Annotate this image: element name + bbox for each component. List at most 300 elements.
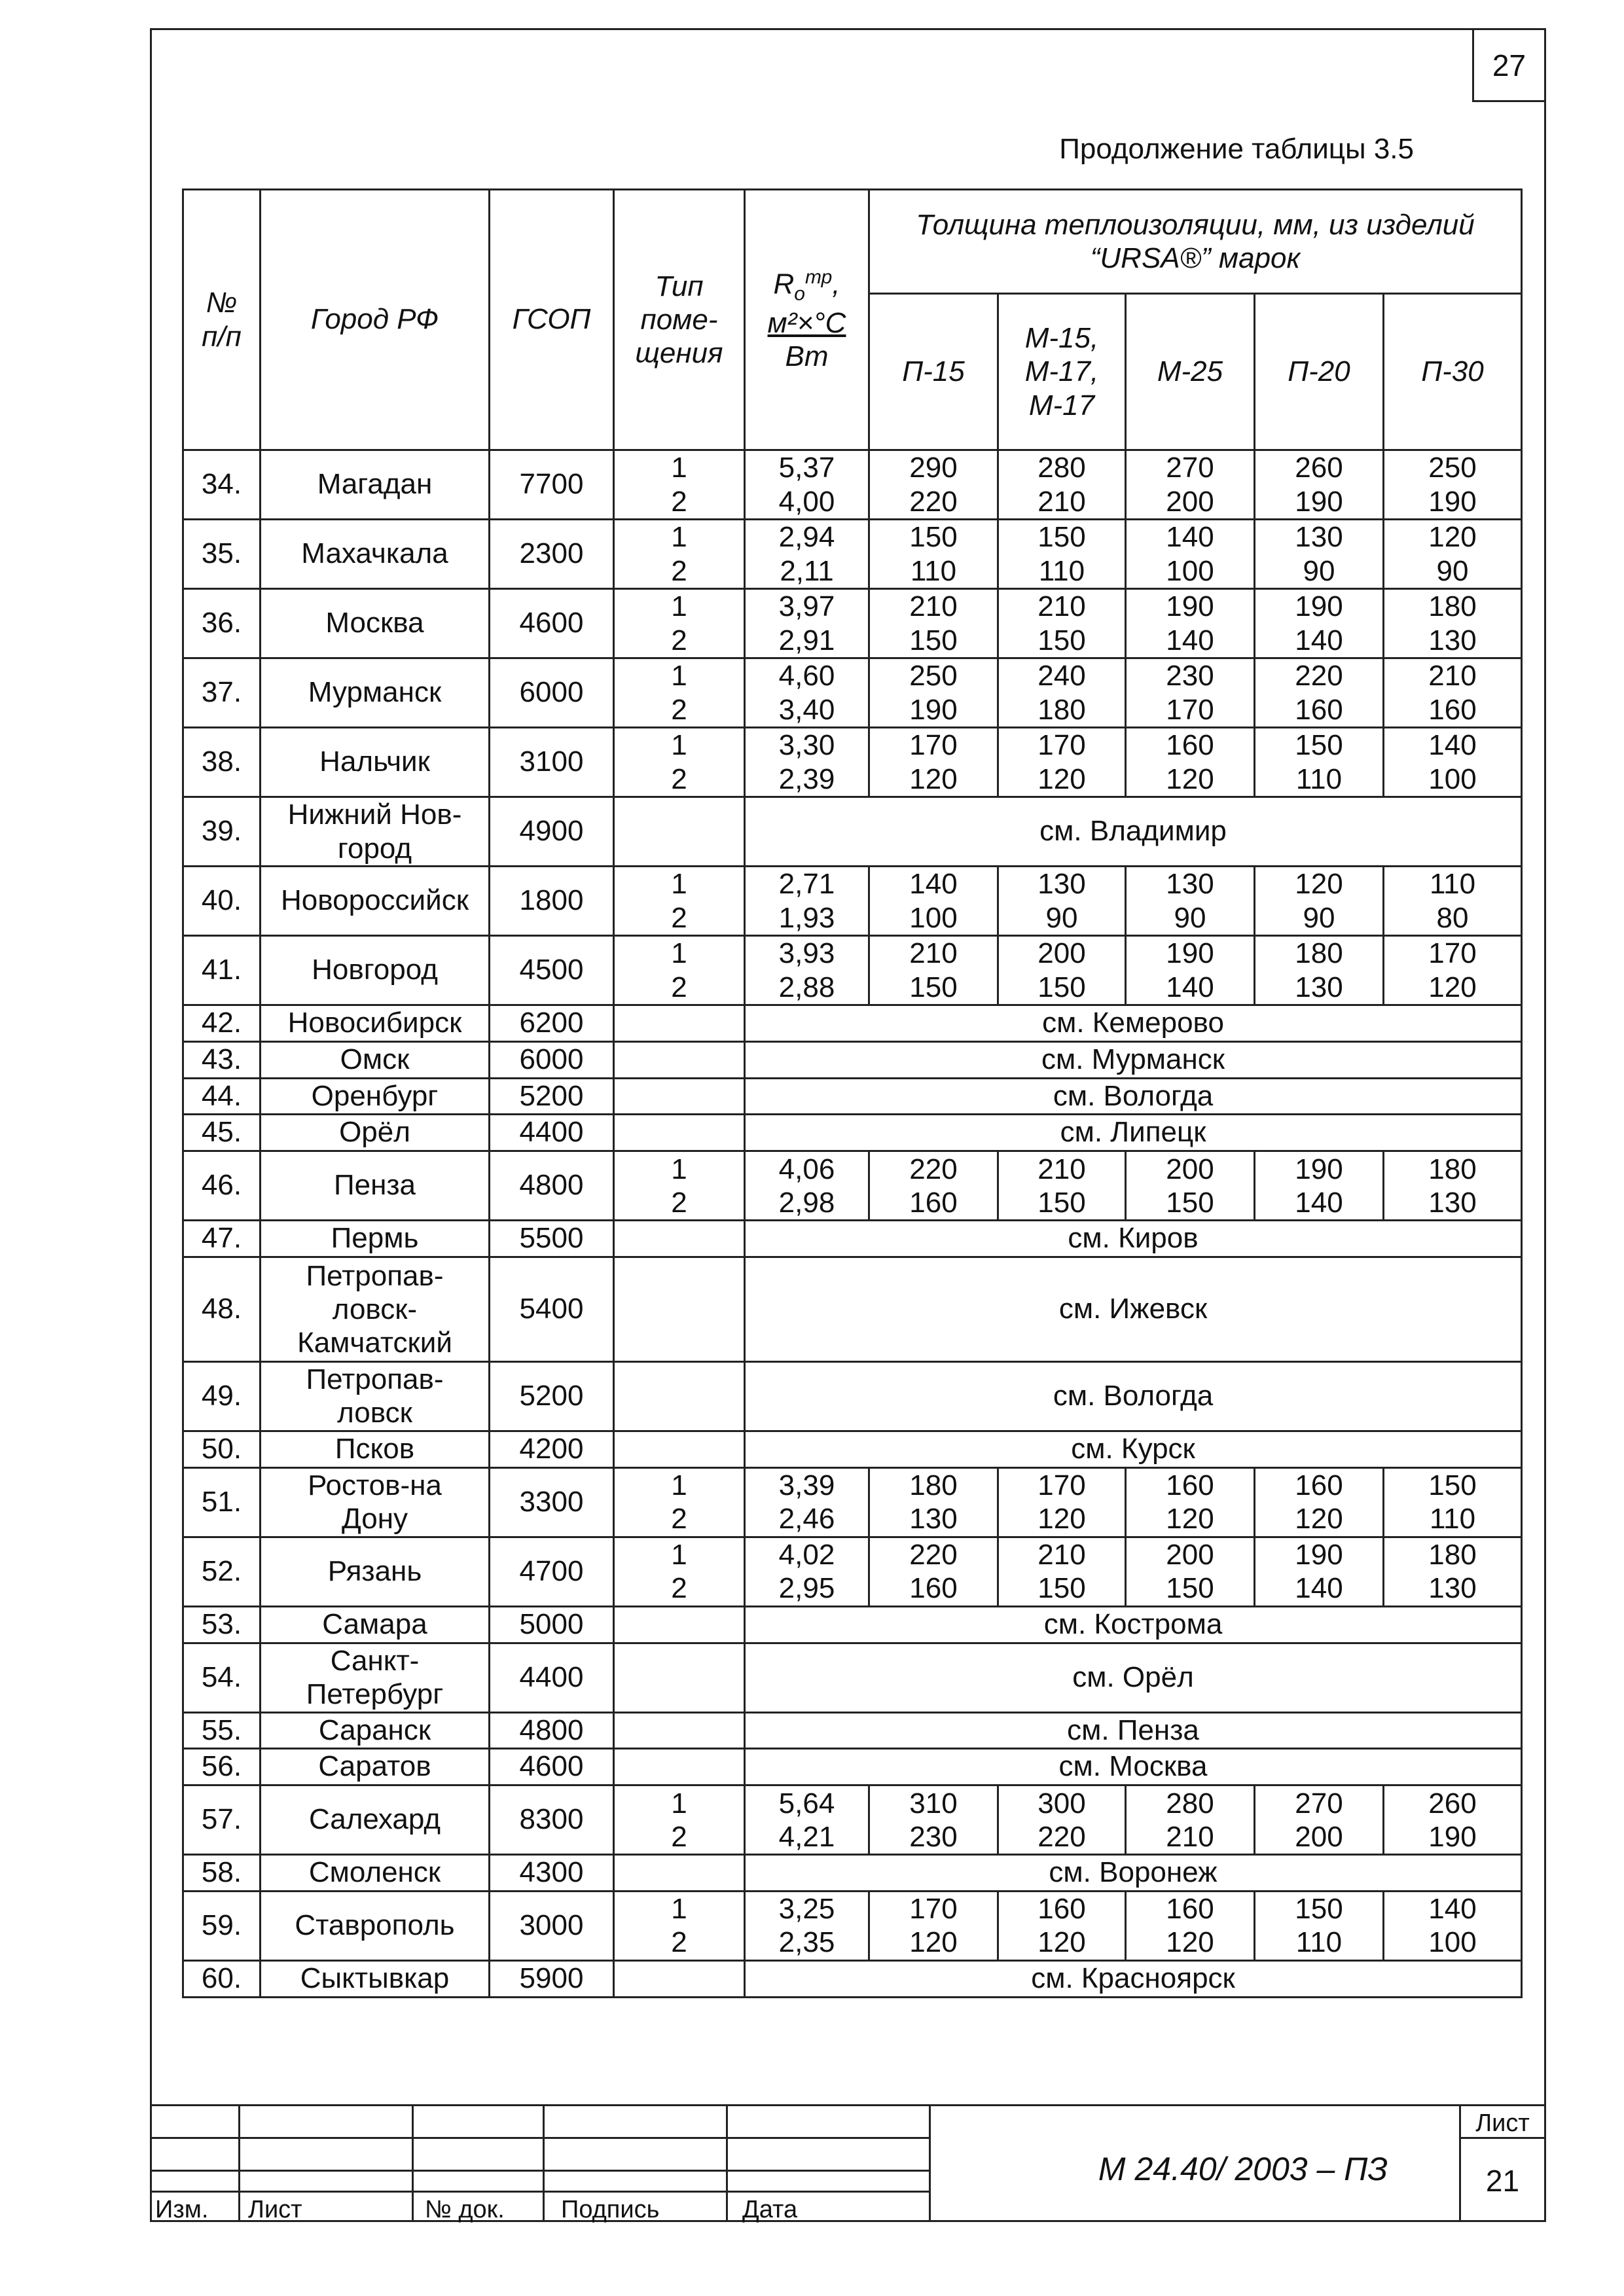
thickness-m25-line: 280 bbox=[1166, 1787, 1214, 1820]
header-num-line: № bbox=[206, 287, 238, 319]
col-header-room-type bbox=[614, 190, 745, 450]
thickness-p30 bbox=[1384, 867, 1522, 936]
room-type-line: 1 bbox=[671, 868, 687, 901]
thickness-p20 bbox=[1255, 1467, 1384, 1537]
city-name: Самара bbox=[261, 1606, 490, 1643]
thickness-m25-line: 190 bbox=[1166, 590, 1214, 623]
thickness-m25-line: 170 bbox=[1166, 693, 1214, 726]
thickness-p20 bbox=[1255, 1891, 1384, 1960]
r-value-line: 3,97 bbox=[778, 590, 835, 623]
thickness-m15-line: 150 bbox=[1038, 521, 1086, 554]
table-row bbox=[183, 1855, 1522, 1892]
thickness-m25-line: 200 bbox=[1166, 1153, 1214, 1185]
thickness-p15-line: 130 bbox=[909, 1503, 958, 1535]
thickness-p15-line: 220 bbox=[909, 1153, 958, 1185]
thickness-p20-line: 190 bbox=[1295, 485, 1343, 518]
thickness-p15 bbox=[869, 1151, 998, 1221]
city-name bbox=[261, 1361, 490, 1431]
thickness-p30-line: 160 bbox=[1428, 693, 1477, 726]
thickness-p20 bbox=[1255, 589, 1384, 658]
city-name: Махачкала bbox=[261, 520, 490, 589]
room-type-line: 2 bbox=[671, 554, 687, 587]
thickness-p30-line: 80 bbox=[1436, 901, 1469, 934]
room-type bbox=[614, 1431, 745, 1467]
row-number: 55. bbox=[183, 1712, 261, 1749]
thickness-p30 bbox=[1384, 1467, 1522, 1537]
r-value-line: 2,39 bbox=[778, 762, 835, 795]
brand-header-line: М-17, bbox=[1024, 355, 1099, 388]
room-type-line: 2 bbox=[671, 901, 687, 934]
col-header-r-required: $R_o^{тр}$, м²×°С Вт bbox=[745, 190, 869, 450]
thickness-p30-line: 130 bbox=[1428, 624, 1477, 656]
thickness-p15 bbox=[869, 936, 998, 1005]
header-room-type-line: поме- bbox=[640, 303, 718, 336]
row-number: 40. bbox=[183, 867, 261, 936]
thickness-p15-line: 150 bbox=[909, 624, 958, 656]
thickness-m15-line: 90 bbox=[1045, 901, 1078, 934]
thickness-m25 bbox=[1126, 520, 1255, 589]
thickness-p15-line: 310 bbox=[909, 1787, 958, 1820]
thickness-m15 bbox=[998, 1151, 1126, 1221]
thickness-m25-line: 100 bbox=[1166, 554, 1214, 587]
row-number: 51. bbox=[183, 1467, 261, 1537]
thickness-m25 bbox=[1126, 867, 1255, 936]
thickness-m15-line: 210 bbox=[1038, 1153, 1086, 1185]
r-value bbox=[745, 728, 869, 797]
gsop-value: 4600 bbox=[490, 1749, 614, 1785]
thickness-m25-line: 210 bbox=[1166, 1820, 1214, 1853]
city-name: Магадан bbox=[261, 450, 490, 520]
row-number: 50. bbox=[183, 1431, 261, 1467]
city-name: Смоленск bbox=[261, 1855, 490, 1892]
col-header-num bbox=[183, 190, 261, 450]
r-value-line: 4,60 bbox=[778, 660, 835, 692]
table-row bbox=[183, 520, 1522, 589]
thickness-p30 bbox=[1384, 1785, 1522, 1855]
row-number: 39. bbox=[183, 797, 261, 867]
gsop-value: 5200 bbox=[490, 1078, 614, 1115]
thickness-m15-line: 120 bbox=[1038, 1926, 1086, 1959]
thickness-p30-line: 140 bbox=[1428, 1893, 1477, 1926]
room-type bbox=[614, 520, 745, 589]
table-row bbox=[183, 1467, 1522, 1537]
room-type bbox=[614, 797, 745, 867]
room-type-line: 1 bbox=[671, 937, 687, 970]
room-type bbox=[614, 1257, 745, 1361]
r-value bbox=[745, 936, 869, 1005]
stamp-label-list: Лист bbox=[248, 2196, 302, 2223]
room-type bbox=[614, 1749, 745, 1785]
thickness-p20 bbox=[1255, 1151, 1384, 1221]
city-name: Пермь bbox=[261, 1221, 490, 1257]
thickness-p15-line: 180 bbox=[909, 1469, 958, 1502]
thickness-m25-line: 200 bbox=[1166, 485, 1214, 518]
thickness-p30 bbox=[1384, 1891, 1522, 1960]
r-value-line: 3,93 bbox=[778, 937, 835, 970]
table-row bbox=[183, 867, 1522, 936]
city-name: Омск bbox=[261, 1041, 490, 1078]
thickness-m25-line: 140 bbox=[1166, 971, 1214, 1003]
header-room-type-line: щения bbox=[635, 337, 723, 370]
room-type-line: 1 bbox=[671, 590, 687, 623]
thickness-p30 bbox=[1384, 520, 1522, 589]
city-name: Саратов bbox=[261, 1749, 490, 1785]
thickness-p30-line: 90 bbox=[1436, 554, 1469, 587]
table-row bbox=[183, 1785, 1522, 1855]
thickness-p15 bbox=[869, 1891, 998, 1960]
thickness-p30-line: 130 bbox=[1428, 1186, 1477, 1219]
thickness-p15-line: 170 bbox=[909, 729, 958, 762]
thickness-m15-line: 110 bbox=[1038, 554, 1085, 587]
thickness-p20-line: 160 bbox=[1295, 693, 1343, 726]
r-value bbox=[745, 450, 869, 520]
thickness-p30-line: 180 bbox=[1428, 1153, 1477, 1185]
r-value bbox=[745, 1537, 869, 1606]
thickness-m25 bbox=[1126, 658, 1255, 728]
row-number: 53. bbox=[183, 1606, 261, 1643]
thickness-m15-line: 180 bbox=[1038, 693, 1086, 726]
city-name-line: Петропав- bbox=[306, 1259, 444, 1292]
gsop-value: 6200 bbox=[490, 1005, 614, 1042]
table-row bbox=[183, 450, 1522, 520]
thickness-m15 bbox=[998, 520, 1126, 589]
thickness-p30-line: 150 bbox=[1428, 1469, 1477, 1502]
thickness-m25-line: 140 bbox=[1166, 624, 1214, 656]
r-value-line: 2,11 bbox=[780, 554, 834, 587]
see-reference: см. Владимир bbox=[745, 797, 1522, 867]
room-type-line: 2 bbox=[671, 485, 687, 518]
col-header-brand bbox=[1255, 294, 1384, 450]
thickness-p15 bbox=[869, 1785, 998, 1855]
thickness-p20-line: 90 bbox=[1303, 554, 1335, 587]
thickness-m15-line: 150 bbox=[1038, 624, 1086, 656]
thickness-m15 bbox=[998, 1891, 1126, 1960]
gsop-value: 4200 bbox=[490, 1431, 614, 1467]
table-row bbox=[183, 1078, 1522, 1115]
thickness-p15 bbox=[869, 1537, 998, 1606]
thickness-m25-line: 120 bbox=[1166, 1926, 1214, 1959]
room-type bbox=[614, 1467, 745, 1537]
room-type bbox=[614, 1115, 745, 1151]
row-number: 41. bbox=[183, 936, 261, 1005]
thickness-p30 bbox=[1384, 658, 1522, 728]
r-value-line: 1,93 bbox=[778, 901, 835, 934]
thickness-p15-line: 210 bbox=[909, 937, 958, 970]
city-name: Оренбург bbox=[261, 1078, 490, 1115]
thickness-p20-line: 130 bbox=[1295, 971, 1343, 1003]
thickness-m15-line: 160 bbox=[1038, 1893, 1086, 1926]
room-type bbox=[614, 1221, 745, 1257]
thickness-m25-line: 200 bbox=[1166, 1539, 1214, 1571]
thickness-m15 bbox=[998, 1785, 1126, 1855]
room-type-line: 1 bbox=[671, 521, 687, 554]
thickness-p30-line: 180 bbox=[1428, 590, 1477, 623]
thickness-p30 bbox=[1384, 936, 1522, 1005]
city-name: Орёл bbox=[261, 1115, 490, 1151]
thickness-p15-line: 210 bbox=[909, 590, 958, 623]
r-value-line: 2,98 bbox=[778, 1186, 835, 1219]
row-number: 35. bbox=[183, 520, 261, 589]
thickness-p15 bbox=[869, 450, 998, 520]
header-room-type-line: Тип bbox=[655, 270, 704, 302]
r-value-line: 2,35 bbox=[778, 1926, 835, 1959]
thickness-m25-line: 230 bbox=[1166, 660, 1214, 692]
table-row bbox=[183, 1257, 1522, 1361]
table-row bbox=[183, 1960, 1522, 1997]
thickness-m25 bbox=[1126, 450, 1255, 520]
thickness-m25-line: 150 bbox=[1166, 1572, 1214, 1605]
row-number: 37. bbox=[183, 658, 261, 728]
table-row bbox=[183, 1643, 1522, 1712]
thickness-p20 bbox=[1255, 658, 1384, 728]
see-reference: см. Курск bbox=[745, 1431, 1522, 1467]
thickness-p15-line: 100 bbox=[909, 901, 958, 934]
col-header-brand bbox=[869, 294, 998, 450]
r-value-line: 4,06 bbox=[778, 1153, 835, 1185]
thickness-p30 bbox=[1384, 589, 1522, 658]
thickness-p30-line: 100 bbox=[1428, 762, 1477, 795]
city-name-line: Ростов-на bbox=[308, 1469, 442, 1502]
row-number: 42. bbox=[183, 1005, 261, 1042]
brand-header-line: М-25 bbox=[1157, 355, 1223, 388]
thickness-p15-line: 230 bbox=[909, 1820, 958, 1853]
gsop-value: 5900 bbox=[490, 1960, 614, 1997]
room-type bbox=[614, 867, 745, 936]
r-value-line: 2,71 bbox=[778, 868, 835, 901]
thickness-p15-line: 150 bbox=[909, 521, 958, 554]
gsop-value: 8300 bbox=[490, 1785, 614, 1855]
thickness-p15 bbox=[869, 658, 998, 728]
thickness-m15 bbox=[998, 589, 1126, 658]
table-row bbox=[183, 589, 1522, 658]
thickness-p30-line: 120 bbox=[1428, 971, 1477, 1003]
thickness-p20-line: 220 bbox=[1295, 660, 1343, 692]
table-row bbox=[183, 1606, 1522, 1643]
thickness-m25-line: 90 bbox=[1174, 901, 1206, 934]
document-code: М 24.40/ 2003 – ПЗ bbox=[1098, 2151, 1388, 2187]
brand-header-line: М-15, bbox=[1024, 322, 1099, 355]
room-type-line: 2 bbox=[671, 971, 687, 1003]
gsop-value: 3300 bbox=[490, 1467, 614, 1537]
thickness-p30-line: 110 bbox=[1429, 868, 1476, 901]
thickness-p30-line: 170 bbox=[1428, 937, 1477, 970]
thickness-m15-line: 210 bbox=[1038, 485, 1086, 518]
header-group-line: Толщина теплоизоляции, мм, из изделий bbox=[916, 208, 1475, 241]
room-type bbox=[614, 1712, 745, 1749]
city-name: Пенза bbox=[261, 1151, 490, 1221]
gsop-value: 3000 bbox=[490, 1891, 614, 1960]
thickness-m25 bbox=[1126, 728, 1255, 797]
thickness-m25 bbox=[1126, 589, 1255, 658]
thickness-m15-line: 220 bbox=[1038, 1820, 1086, 1853]
thickness-m25 bbox=[1126, 936, 1255, 1005]
thickness-p20-line: 200 bbox=[1295, 1820, 1343, 1853]
table-row bbox=[183, 1431, 1522, 1467]
thickness-p15-line: 250 bbox=[909, 660, 958, 692]
thickness-p30-line: 190 bbox=[1428, 485, 1477, 518]
col-header-thickness-group bbox=[869, 190, 1522, 294]
stamp-label-izm: Изм. bbox=[155, 2196, 209, 2223]
room-type bbox=[614, 728, 745, 797]
room-type-line: 1 bbox=[671, 452, 687, 484]
row-number: 60. bbox=[183, 1960, 261, 1997]
room-type-line: 2 bbox=[671, 1572, 687, 1605]
gsop-value: 2300 bbox=[490, 520, 614, 589]
thickness-p20-line: 150 bbox=[1295, 1893, 1343, 1926]
thickness-p15 bbox=[869, 728, 998, 797]
room-type bbox=[614, 1041, 745, 1078]
r-value bbox=[745, 658, 869, 728]
row-number: 52. bbox=[183, 1537, 261, 1606]
gsop-value: 5400 bbox=[490, 1257, 614, 1361]
thickness-p20-line: 140 bbox=[1295, 1572, 1343, 1605]
table-row bbox=[183, 1891, 1522, 1960]
thickness-p15-line: 140 bbox=[909, 868, 958, 901]
r-value-line: 4,02 bbox=[778, 1539, 835, 1571]
room-type bbox=[614, 1643, 745, 1712]
room-type-line: 1 bbox=[671, 1893, 687, 1926]
row-number: 43. bbox=[183, 1041, 261, 1078]
r-value bbox=[745, 1785, 869, 1855]
thickness-p20 bbox=[1255, 936, 1384, 1005]
thickness-m25-line: 160 bbox=[1166, 729, 1214, 762]
thickness-p30-line: 250 bbox=[1428, 452, 1477, 484]
room-type bbox=[614, 1005, 745, 1042]
thickness-p15 bbox=[869, 867, 998, 936]
row-number: 49. bbox=[183, 1361, 261, 1431]
thickness-m15-line: 150 bbox=[1038, 1572, 1086, 1605]
table-row bbox=[183, 728, 1522, 797]
stamp-label-doc: № док. bbox=[425, 2196, 505, 2223]
see-reference: см. Кострома bbox=[745, 1606, 1522, 1643]
col-header-brand bbox=[998, 294, 1126, 450]
see-reference: см. Липецк bbox=[745, 1115, 1522, 1151]
row-number: 57. bbox=[183, 1785, 261, 1855]
thickness-p15-line: 220 bbox=[909, 485, 958, 518]
see-reference: см. Москва bbox=[745, 1749, 1522, 1785]
row-number: 59. bbox=[183, 1891, 261, 1960]
gsop-value: 5200 bbox=[490, 1361, 614, 1431]
city-name: Новосибирск bbox=[261, 1005, 490, 1042]
gsop-value: 4700 bbox=[490, 1537, 614, 1606]
thickness-p20 bbox=[1255, 1785, 1384, 1855]
room-type bbox=[614, 1785, 745, 1855]
thickness-p20-line: 190 bbox=[1295, 1153, 1343, 1185]
room-type-line: 1 bbox=[671, 1469, 687, 1502]
city-name: Псков bbox=[261, 1431, 490, 1467]
city-name bbox=[261, 1257, 490, 1361]
room-type-line: 1 bbox=[671, 1787, 687, 1820]
thickness-p20 bbox=[1255, 728, 1384, 797]
thickness-m15 bbox=[998, 1537, 1126, 1606]
room-type bbox=[614, 450, 745, 520]
room-type-line: 2 bbox=[671, 624, 687, 656]
thickness-m25-line: 190 bbox=[1166, 937, 1214, 970]
thickness-m15 bbox=[998, 867, 1126, 936]
brand-header-line: П-20 bbox=[1288, 355, 1350, 388]
city-name: Москва bbox=[261, 589, 490, 658]
see-reference: см. Воронеж bbox=[745, 1855, 1522, 1892]
row-number: 38. bbox=[183, 728, 261, 797]
see-reference: см. Вологда bbox=[745, 1361, 1522, 1431]
thickness-p30 bbox=[1384, 1151, 1522, 1221]
thickness-m25 bbox=[1126, 1891, 1255, 1960]
see-reference: см. Пенза bbox=[745, 1712, 1522, 1749]
r-value-line: 5,37 bbox=[778, 452, 835, 484]
row-number: 46. bbox=[183, 1151, 261, 1221]
thickness-m15 bbox=[998, 936, 1126, 1005]
r-value-line: 2,94 bbox=[778, 521, 835, 554]
sheet-label: Лист bbox=[1475, 2109, 1530, 2137]
thickness-m15-line: 150 bbox=[1038, 1186, 1086, 1219]
room-type bbox=[614, 1960, 745, 1997]
thickness-p15-line: 120 bbox=[909, 762, 958, 795]
gsop-value: 4800 bbox=[490, 1712, 614, 1749]
r-value-line: 5,64 bbox=[778, 1787, 835, 1820]
thickness-m25-line: 120 bbox=[1166, 762, 1214, 795]
thickness-m25-line: 140 bbox=[1166, 521, 1214, 554]
thickness-m15-line: 200 bbox=[1038, 937, 1086, 970]
thickness-p30-line: 140 bbox=[1428, 729, 1477, 762]
see-reference: см. Красноярск bbox=[745, 1960, 1522, 1997]
thickness-m15-line: 170 bbox=[1038, 1469, 1086, 1502]
see-reference: см. Мурманск bbox=[745, 1041, 1522, 1078]
stamp-label-date: Дата bbox=[742, 2196, 798, 2223]
city-name-line: Петропав- bbox=[306, 1363, 444, 1396]
row-number: 34. bbox=[183, 450, 261, 520]
brand-header-line: М-17 bbox=[1028, 389, 1095, 422]
thickness-p20-line: 140 bbox=[1295, 1186, 1343, 1219]
thickness-p15 bbox=[869, 589, 998, 658]
thickness-m25-line: 270 bbox=[1166, 452, 1214, 484]
see-reference: см. Ижевск bbox=[745, 1257, 1522, 1361]
thickness-p15-line: 190 bbox=[909, 693, 958, 726]
city-name-line: ловск- bbox=[332, 1293, 418, 1325]
room-type bbox=[614, 1606, 745, 1643]
r-value-line: 3,40 bbox=[778, 693, 835, 726]
thickness-m25-line: 130 bbox=[1166, 868, 1214, 901]
thickness-m15-line: 210 bbox=[1038, 1539, 1086, 1571]
thickness-m15-line: 210 bbox=[1038, 590, 1086, 623]
r-value-line: 2,46 bbox=[778, 1503, 835, 1535]
brand-header-line: П-30 bbox=[1421, 355, 1484, 388]
room-type bbox=[614, 936, 745, 1005]
city-name: Новгород bbox=[261, 936, 490, 1005]
thickness-p30-line: 100 bbox=[1428, 1926, 1477, 1959]
thickness-p20-line: 270 bbox=[1295, 1787, 1343, 1820]
thickness-p20-line: 130 bbox=[1295, 521, 1343, 554]
r-value-line: 2,91 bbox=[778, 624, 835, 656]
thickness-p15-line: 150 bbox=[909, 971, 958, 1003]
thickness-p30-line: 110 bbox=[1429, 1503, 1476, 1535]
thickness-m25 bbox=[1126, 1785, 1255, 1855]
city-name: Новороссийск bbox=[261, 867, 490, 936]
room-type-line: 2 bbox=[671, 762, 687, 795]
thickness-p30-line: 210 bbox=[1428, 660, 1477, 692]
thickness-m25-line: 160 bbox=[1166, 1893, 1214, 1926]
room-type-line: 2 bbox=[671, 693, 687, 726]
thickness-p20-line: 190 bbox=[1295, 1539, 1343, 1571]
thickness-p20-line: 120 bbox=[1295, 868, 1343, 901]
room-type-line: 1 bbox=[671, 1539, 687, 1571]
thickness-m25 bbox=[1126, 1467, 1255, 1537]
sheet-number: 21 bbox=[1485, 2164, 1520, 2198]
gsop-value: 1800 bbox=[490, 867, 614, 936]
thickness-p20 bbox=[1255, 520, 1384, 589]
gsop-value: 4300 bbox=[490, 1855, 614, 1892]
room-type-line: 1 bbox=[671, 1153, 687, 1185]
thickness-m15-line: 240 bbox=[1038, 660, 1086, 692]
